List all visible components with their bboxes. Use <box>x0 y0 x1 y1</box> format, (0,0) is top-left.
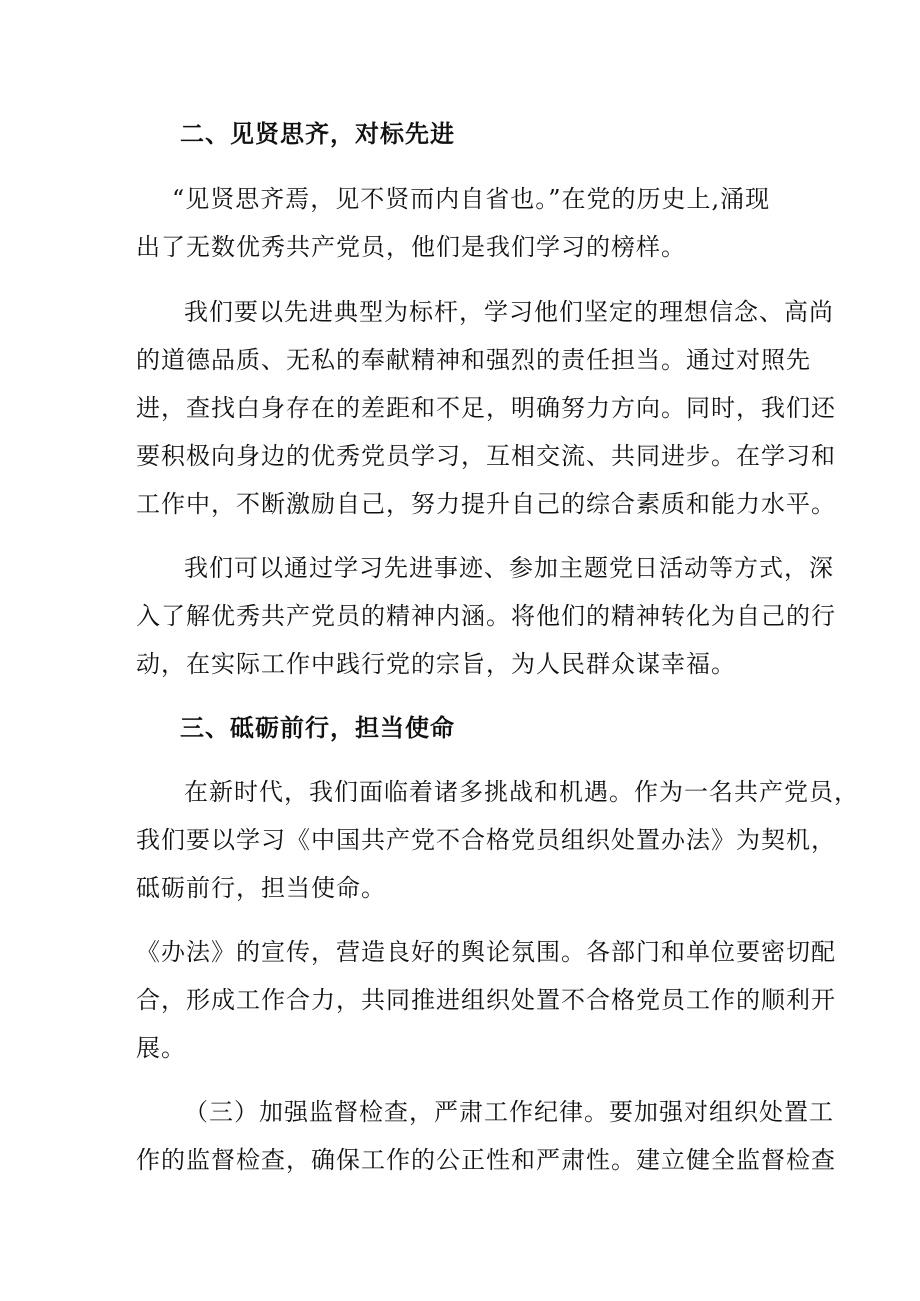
paragraph-line: 我们要以先进典型为标杆，学习他们坚定的理想信念、高尚 <box>184 298 834 326</box>
paragraph-line: （三）加强监督检查，严肃工作纪律。要加强对组织处置工 <box>184 1098 834 1126</box>
paragraph-line: 我们要以学习《中国共产党不合格党员组织处置办法》为契机， <box>136 826 836 854</box>
paragraph-line: 入了解优秀共产党员的精神内涵。将他们的精神转化为自己的行 <box>136 602 836 630</box>
paragraph-line: 要积极向身边的优秀党员学习，互相交流、共同进步。在学习和 <box>136 442 836 470</box>
paragraph-line: 出了无数优秀共产党员，他们是我们学习的榜样。 <box>136 233 686 261</box>
paragraph-line: 在新时代，我们面临着诸多挑战和机遇。作为一名共产党员， <box>184 778 859 806</box>
paragraph-line: 展。 <box>136 1034 186 1062</box>
paragraph-line: 《办法》的宣传，营造良好的舆论氛围。各部门和单位要密切配 <box>136 938 836 966</box>
section-heading-2: 二、见贤思齐，对标先进 <box>180 119 455 148</box>
paragraph-line: 进，查找白身存在的差距和不足，明确努力方向。同时，我们还 <box>136 394 836 422</box>
paragraph-line: 合，形成工作合力，共同推进组织处置不合格党员工作的顺利开 <box>136 986 836 1014</box>
paragraph-line: 我们可以通过学习先进事迹、参加主题党日活动等方式，深 <box>184 554 834 582</box>
paragraph-line: 砥砺前行，担当使命。 <box>136 874 386 902</box>
paragraph-line: “见贤思齐焉，见不贤而内自省也。”在党的历史上,涌现 <box>172 185 771 213</box>
paragraph-line: 作的监督检查，确保工作的公正性和严肃性。建立健全监督检查 <box>136 1146 836 1174</box>
paragraph-line: 动，在实际工作中践行党的宗旨，为人民群众谋幸福。 <box>136 650 736 678</box>
paragraph-line: 工作中，不断激励自己，努力提升自己的综合素质和能力水平。 <box>136 490 836 518</box>
paragraph-line: 的道德品质、无私的奉献精神和强烈的责任担当。通过对照先 <box>136 346 811 374</box>
section-heading-3: 三、砥砺前行，担当使命 <box>180 713 455 742</box>
